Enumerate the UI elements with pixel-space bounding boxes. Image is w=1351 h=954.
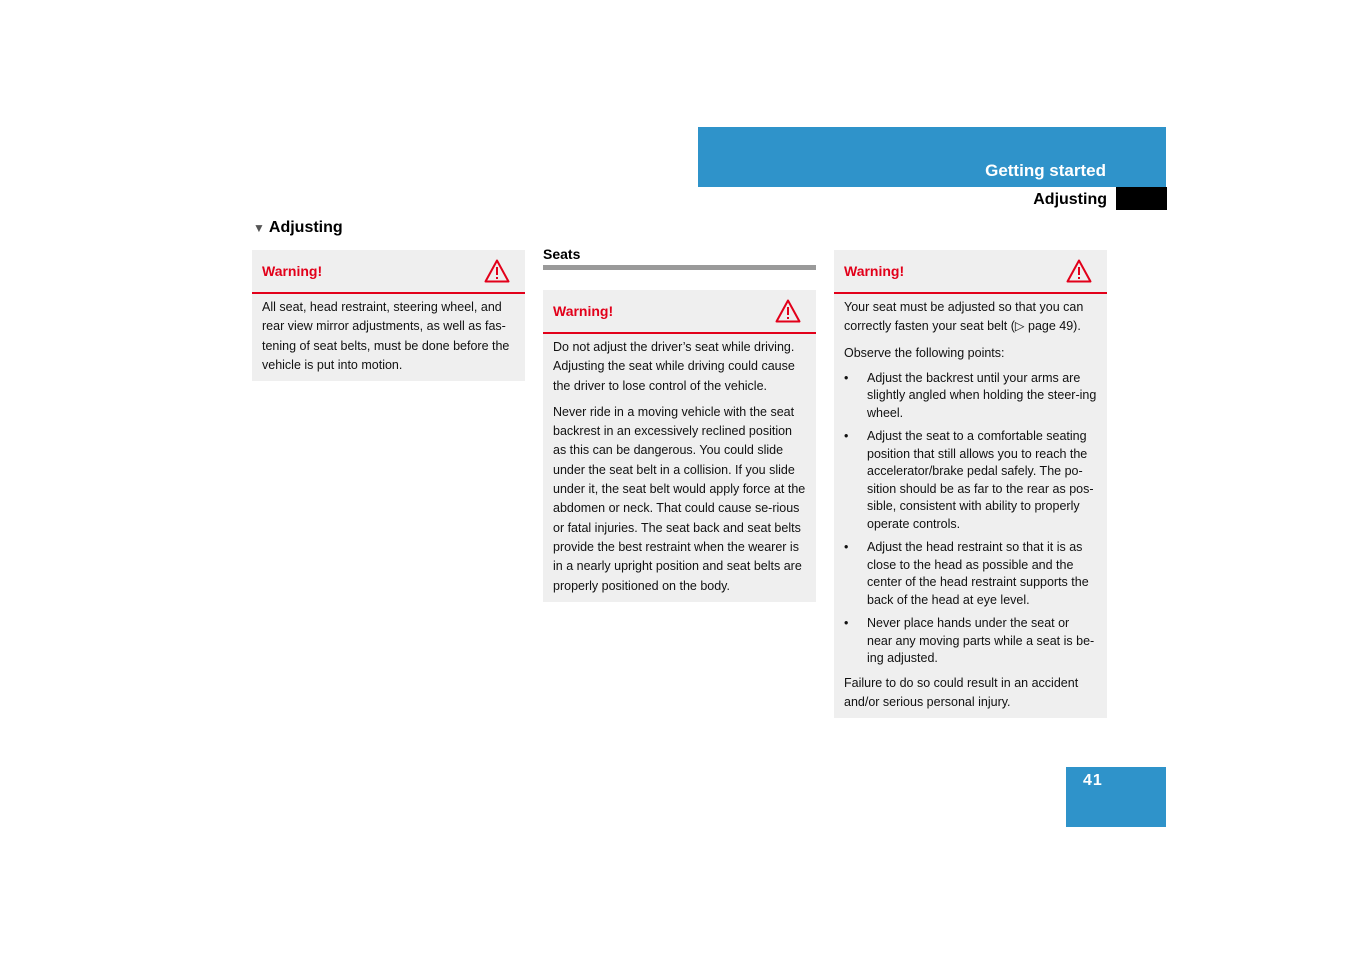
warning-box-seats <box>543 290 816 602</box>
list-item: • Adjust the backrest until your arms are slightly angled when holding the steer-ing wheel. <box>844 370 1097 423</box>
page-number-box <box>1066 767 1166 827</box>
chapter-header-bar <box>698 127 1166 187</box>
warning-triangle-icon <box>1066 259 1092 283</box>
warning-header <box>834 250 1107 294</box>
warning-closing: Failure to do so could result in an accident and/or serious personal injury. <box>844 675 1079 710</box>
page-number: 41 <box>1083 772 1103 789</box>
page-heading-text: Adjusting <box>268 219 343 236</box>
list-item: • Adjust the seat to a comfortable seating position that still allows you to reach the accelerator/brake pedal safely. The po-sition should be as far to the rear as pos-sible, consistent with ability to properly operate controls. <box>844 428 1097 533</box>
section-tab-marker <box>1116 187 1167 210</box>
warning-body <box>543 334 816 602</box>
warning-paragraph: Never ride in a moving vehicle with the seat backrest in an excessively reclined position as this can be dangerous. You could slide under the seat belt in a collision. If you slide under it, the seat belt would apply force at the abdomen or neck. That could cause se-rious or fatal injuries. The seat back and seat belts provide the best restraint when the wearer is in a nearly upright position and seat belts are properly positioned on the body. <box>553 404 806 593</box>
list-item: • Adjust the head restraint so that it is as close to the head as possible and the center of the head restraint supports the back of the head at eye level. <box>844 539 1097 609</box>
warning-paragraph: Do not adjust the driver’s seat while driving. Adjusting the seat while driving could cause the driver to lose control of the vehicle. <box>553 340 795 393</box>
warning-header <box>543 290 816 334</box>
seats-heading: Seats <box>543 246 816 270</box>
warning-label: Warning! <box>262 263 323 279</box>
warning-triangle-icon <box>775 299 801 323</box>
warning-triangle-icon <box>484 259 510 283</box>
warning-header <box>252 250 525 294</box>
warning-bullet-list <box>844 370 1097 668</box>
warning-text: All seat, head restraint, steering wheel, and rear view mirror adjustments, as well as fas-tening of seat belts, must be done before the vehicle is put into motion. <box>262 300 510 372</box>
warning-body <box>834 294 1107 718</box>
warning-label: Warning! <box>553 303 614 319</box>
warning-label: Warning! <box>844 263 905 279</box>
triangle-down-icon: ▼ <box>253 221 265 235</box>
warning-intro: Your seat must be adjusted so that you can correctly fasten your seat belt (▷ page 49). <box>844 300 1084 334</box>
warning-body <box>252 294 525 381</box>
list-item: • Never place hands under the seat or near any moving parts while a seat is be-ing adjusted. <box>844 615 1097 668</box>
warning-observe: Observe the following points: <box>844 345 1005 360</box>
warning-box-seat-adjustment <box>834 250 1107 718</box>
page-heading <box>253 219 343 237</box>
section-title: Adjusting <box>1033 191 1107 208</box>
warning-box-general <box>252 250 525 381</box>
chapter-title: Getting started <box>985 161 1106 180</box>
